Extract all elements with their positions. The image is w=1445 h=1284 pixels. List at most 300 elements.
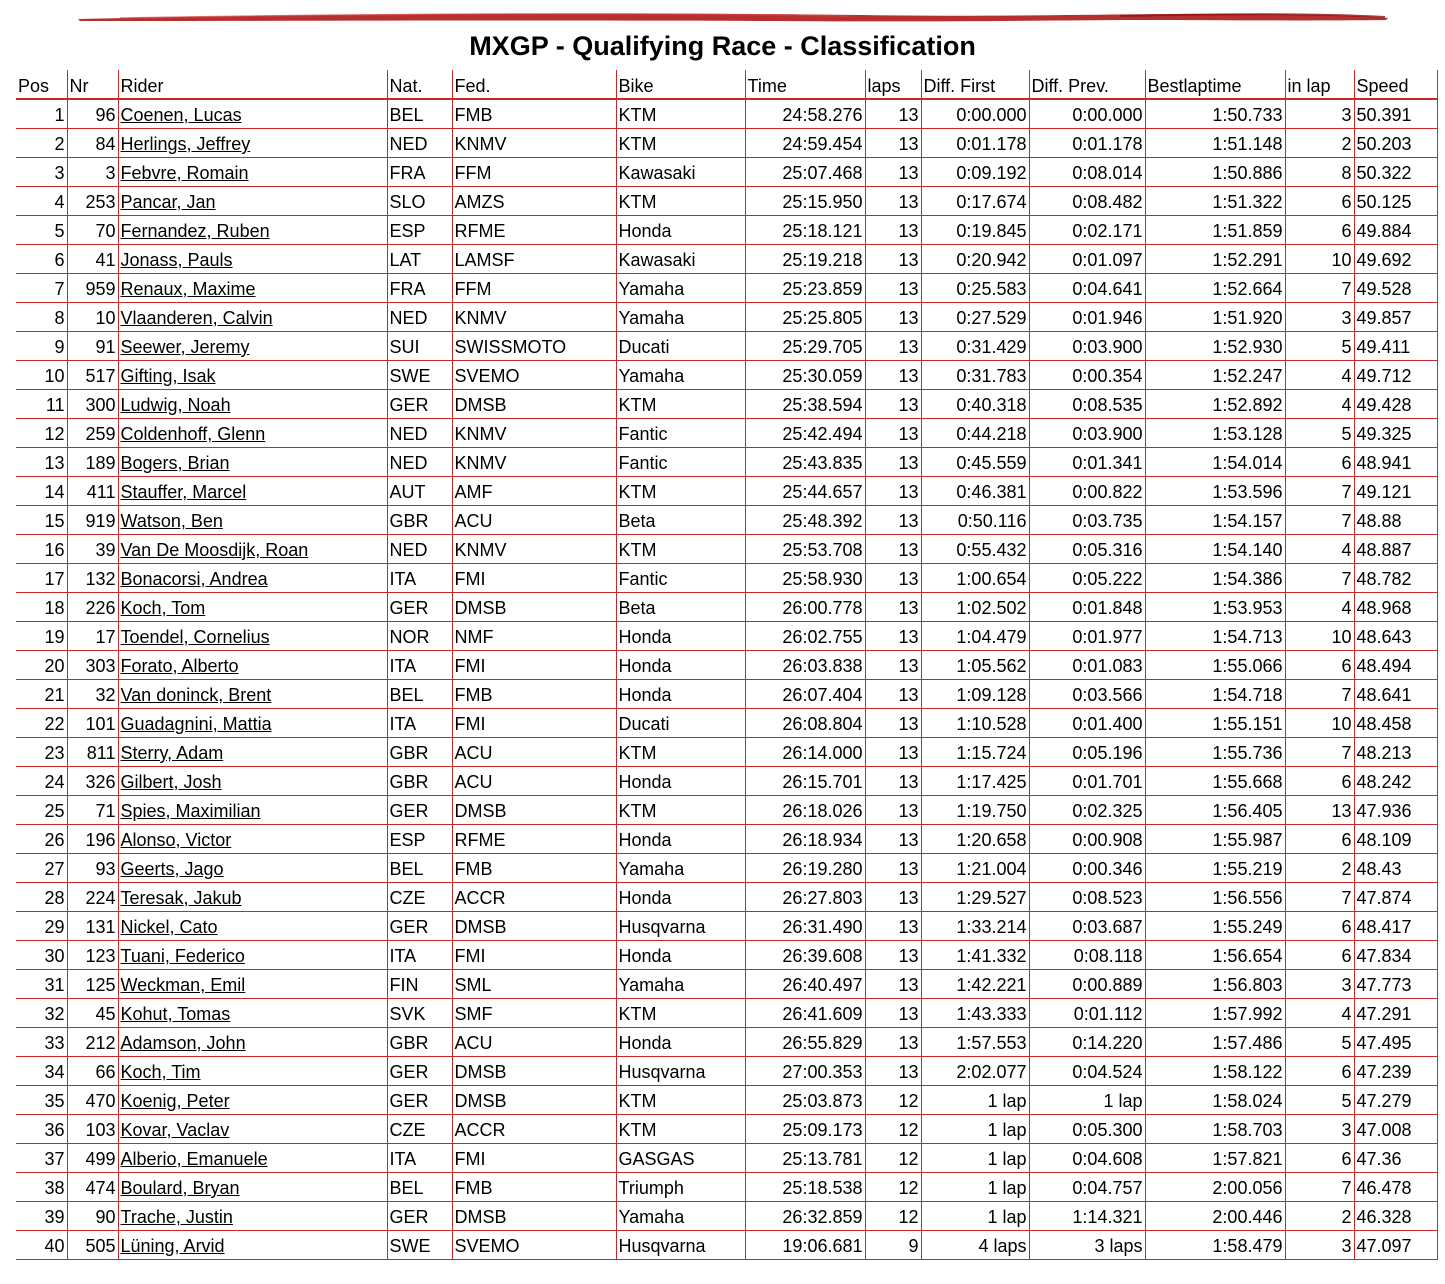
cell-rider (118, 970, 387, 999)
cell-diff-prev: 0:03.735 (1029, 506, 1145, 535)
cell-nat: AUT (387, 477, 452, 506)
rider-link[interactable]: Spies, Maximilian (120, 801, 261, 821)
table-row (16, 1173, 1437, 1202)
cell-rider (118, 245, 387, 274)
cell-nat: GER (387, 593, 452, 622)
cell-bestlaptime: 1:51.920 (1145, 303, 1285, 332)
cell-in-lap: 6 (1285, 767, 1354, 796)
cell-nat: GBR (387, 738, 452, 767)
cell-time: 25:29.705 (745, 332, 865, 361)
cell-speed: 48.458 (1354, 709, 1437, 738)
cell-diff-prev: 0:04.641 (1029, 274, 1145, 303)
cell-laps: 13 (865, 332, 921, 361)
cell-rider (118, 99, 387, 129)
table-row (16, 651, 1437, 680)
rider-link[interactable]: Teresak, Jakub (120, 888, 242, 908)
cell-bestlaptime: 1:54.713 (1145, 622, 1285, 651)
cell-pos: 32 (16, 999, 67, 1028)
cell-nr: 103 (67, 1115, 118, 1144)
cell-fed: NMF (452, 622, 616, 651)
cell-nat: NED (387, 448, 452, 477)
cell-laps: 13 (865, 99, 921, 129)
cell-time: 25:38.594 (745, 390, 865, 419)
cell-nr: 70 (67, 216, 118, 245)
cell-time: 26:07.404 (745, 680, 865, 709)
cell-nr: 259 (67, 419, 118, 448)
cell-laps: 12 (865, 1202, 921, 1231)
rider-link[interactable]: Kohut, Tomas (120, 1004, 231, 1024)
cell-bike: Yamaha (616, 1202, 745, 1231)
cell-pos: 12 (16, 419, 67, 448)
cell-speed: 47.291 (1354, 999, 1437, 1028)
cell-nr: 32 (67, 680, 118, 709)
cell-diff-prev: 0:05.196 (1029, 738, 1145, 767)
cell-nat: NED (387, 419, 452, 448)
cell-speed: 49.411 (1354, 332, 1437, 361)
cell-pos: 27 (16, 854, 67, 883)
cell-rider (118, 767, 387, 796)
cell-rider (118, 622, 387, 651)
cell-fed: DMSB (452, 390, 616, 419)
rider-link[interactable]: Stauffer, Marcel (120, 482, 247, 502)
cell-bestlaptime: 1:51.322 (1145, 187, 1285, 216)
cell-bike: Triumph (616, 1173, 745, 1202)
rider-link[interactable]: Gifting, Isak (120, 366, 216, 386)
cell-in-lap: 5 (1285, 1028, 1354, 1057)
rider-link[interactable]: Coenen, Lucas (120, 105, 242, 125)
cell-time: 25:15.950 (745, 187, 865, 216)
cell-bike: Ducati (616, 332, 745, 361)
rider-link[interactable]: Seewer, Jeremy (120, 337, 250, 357)
cell-laps: 13 (865, 129, 921, 158)
cell-bike: Husqvarna (616, 912, 745, 941)
rider-link[interactable]: Nickel, Cato (120, 917, 218, 937)
header-nat: Nat. (387, 70, 452, 99)
cell-speed: 49.428 (1354, 390, 1437, 419)
cell-bestlaptime: 1:54.718 (1145, 680, 1285, 709)
cell-diff-first: 0:44.218 (921, 419, 1029, 448)
cell-in-lap: 4 (1285, 390, 1354, 419)
cell-pos: 11 (16, 390, 67, 419)
cell-nr: 131 (67, 912, 118, 941)
cell-bike: Honda (616, 825, 745, 854)
header-diff-first: Diff. First (921, 70, 1029, 99)
cell-fed: FMB (452, 99, 616, 129)
rider-link[interactable]: Van De Moosdijk, Roan (120, 540, 309, 560)
cell-diff-first: 0:27.529 (921, 303, 1029, 332)
cell-diff-prev: 0:03.566 (1029, 680, 1145, 709)
cell-nat: ITA (387, 651, 452, 680)
rider-link[interactable]: Watson, Ben (120, 511, 223, 531)
cell-diff-prev: 0:01.178 (1029, 129, 1145, 158)
rider-link[interactable]: Febvre, Romain (120, 163, 249, 183)
cell-fed: KNMV (452, 448, 616, 477)
cell-bestlaptime: 1:50.733 (1145, 99, 1285, 129)
rider-link[interactable]: Adamson, John (120, 1033, 246, 1053)
table-row (16, 535, 1437, 564)
cell-diff-prev: 0:14.220 (1029, 1028, 1145, 1057)
cell-bike: KTM (616, 187, 745, 216)
cell-laps: 12 (865, 1144, 921, 1173)
cell-speed: 49.884 (1354, 216, 1437, 245)
cell-fed: DMSB (452, 912, 616, 941)
cell-pos: 15 (16, 506, 67, 535)
cell-diff-first: 1:21.004 (921, 854, 1029, 883)
cell-in-lap: 7 (1285, 883, 1354, 912)
cell-bike: Honda (616, 651, 745, 680)
cell-bestlaptime: 1:55.066 (1145, 651, 1285, 680)
cell-in-lap: 5 (1285, 1086, 1354, 1115)
cell-rider (118, 825, 387, 854)
cell-rider (118, 1173, 387, 1202)
cell-nr: 66 (67, 1057, 118, 1086)
cell-nat: GER (387, 912, 452, 941)
cell-laps: 13 (865, 767, 921, 796)
cell-diff-first: 0:50.116 (921, 506, 1029, 535)
cell-diff-prev: 0:03.900 (1029, 419, 1145, 448)
cell-fed: FMB (452, 1173, 616, 1202)
rider-link[interactable]: Renaux, Maxime (120, 279, 256, 299)
cell-bike: KTM (616, 390, 745, 419)
cell-fed: SVEMO (452, 1231, 616, 1260)
cell-rider (118, 680, 387, 709)
cell-rider (118, 477, 387, 506)
rider-link[interactable]: Tuani, Federico (120, 946, 245, 966)
table-row (16, 506, 1437, 535)
cell-laps: 13 (865, 274, 921, 303)
rider-link[interactable]: Lüning, Arvid (120, 1236, 225, 1256)
cell-bestlaptime: 1:58.479 (1145, 1231, 1285, 1260)
cell-nat: BEL (387, 1173, 452, 1202)
cell-rider (118, 796, 387, 825)
header-rider: Rider (118, 70, 387, 99)
cell-nat: LAT (387, 245, 452, 274)
cell-diff-prev: 0:08.118 (1029, 941, 1145, 970)
header-speed: Speed (1354, 70, 1437, 99)
cell-nr: 470 (67, 1086, 118, 1115)
cell-bike: Husqvarna (616, 1231, 745, 1260)
cell-nr: 93 (67, 854, 118, 883)
cell-diff-first: 1:41.332 (921, 941, 1029, 970)
cell-fed: FMI (452, 709, 616, 738)
cell-speed: 48.494 (1354, 651, 1437, 680)
cell-diff-prev: 0:04.757 (1029, 1173, 1145, 1202)
cell-diff-first: 1 lap (921, 1086, 1029, 1115)
cell-in-lap: 5 (1285, 332, 1354, 361)
cell-nr: 811 (67, 738, 118, 767)
cell-bestlaptime: 1:52.930 (1145, 332, 1285, 361)
cell-diff-first: 0:45.559 (921, 448, 1029, 477)
cell-speed: 50.391 (1354, 99, 1437, 129)
cell-rider (118, 1028, 387, 1057)
cell-rider (118, 535, 387, 564)
cell-diff-first: 0:01.178 (921, 129, 1029, 158)
cell-time: 24:58.276 (745, 99, 865, 129)
cell-time: 26:15.701 (745, 767, 865, 796)
cell-in-lap: 6 (1285, 825, 1354, 854)
cell-laps: 13 (865, 680, 921, 709)
cell-diff-prev: 0:05.316 (1029, 535, 1145, 564)
rider-link[interactable]: Pancar, Jan (120, 192, 216, 212)
table-row (16, 825, 1437, 854)
cell-bestlaptime: 2:00.056 (1145, 1173, 1285, 1202)
rider-link[interactable]: Guadagnini, Mattia (120, 714, 272, 734)
cell-speed: 49.857 (1354, 303, 1437, 332)
rider-link[interactable]: Sterry, Adam (120, 743, 224, 763)
cell-diff-prev: 0:00.000 (1029, 99, 1145, 129)
cell-bike: Ducati (616, 709, 745, 738)
cell-in-lap: 4 (1285, 999, 1354, 1028)
cell-in-lap: 7 (1285, 274, 1354, 303)
header-bike: Bike (616, 70, 745, 99)
cell-laps: 13 (865, 1028, 921, 1057)
cell-time: 26:55.829 (745, 1028, 865, 1057)
cell-diff-first: 1:02.502 (921, 593, 1029, 622)
rider-link[interactable]: Jonass, Pauls (120, 250, 233, 270)
cell-laps: 13 (865, 390, 921, 419)
table-row (16, 303, 1437, 332)
cell-nat: SUI (387, 332, 452, 361)
cell-bestlaptime: 1:55.219 (1145, 854, 1285, 883)
cell-laps: 13 (865, 448, 921, 477)
cell-fed: KNMV (452, 303, 616, 332)
cell-rider (118, 1086, 387, 1115)
cell-rider (118, 941, 387, 970)
cell-bestlaptime: 2:00.446 (1145, 1202, 1285, 1231)
cell-speed: 47.279 (1354, 1086, 1437, 1115)
cell-time: 26:18.934 (745, 825, 865, 854)
table-row (16, 477, 1437, 506)
table-row (16, 767, 1437, 796)
table-body (16, 99, 1437, 1260)
cell-in-lap: 7 (1285, 564, 1354, 593)
cell-nat: ESP (387, 825, 452, 854)
cell-pos: 22 (16, 709, 67, 738)
cell-diff-prev: 0:00.354 (1029, 361, 1145, 390)
cell-pos: 37 (16, 1144, 67, 1173)
cell-time: 26:18.026 (745, 796, 865, 825)
cell-time: 25:07.468 (745, 158, 865, 187)
cell-bike: Kawasaki (616, 245, 745, 274)
rider-link[interactable]: Koch, Tom (120, 598, 206, 618)
table-row (16, 1057, 1437, 1086)
rider-link[interactable]: Forato, Alberto (120, 656, 239, 676)
cell-speed: 46.478 (1354, 1173, 1437, 1202)
cell-nat: FRA (387, 158, 452, 187)
cell-fed: DMSB (452, 1086, 616, 1115)
cell-laps: 13 (865, 854, 921, 883)
rider-link[interactable]: Herlings, Jeffrey (120, 134, 251, 154)
cell-fed: DMSB (452, 1057, 616, 1086)
cell-nr: 132 (67, 564, 118, 593)
table-row (16, 1115, 1437, 1144)
cell-time: 26:31.490 (745, 912, 865, 941)
cell-speed: 47.008 (1354, 1115, 1437, 1144)
cell-bestlaptime: 1:58.024 (1145, 1086, 1285, 1115)
cell-nr: 10 (67, 303, 118, 332)
cell-fed: KNMV (452, 419, 616, 448)
rider-link[interactable]: Bonacorsi, Andrea (120, 569, 268, 589)
rider-link[interactable]: Coldenhoff, Glenn (120, 424, 266, 444)
cell-in-lap: 4 (1285, 361, 1354, 390)
cell-in-lap: 10 (1285, 622, 1354, 651)
cell-diff-prev: 1:14.321 (1029, 1202, 1145, 1231)
cell-fed: DMSB (452, 1202, 616, 1231)
cell-fed: FMB (452, 680, 616, 709)
cell-pos: 20 (16, 651, 67, 680)
cell-fed: ACU (452, 738, 616, 767)
table-row (16, 216, 1437, 245)
cell-diff-prev: 0:08.535 (1029, 390, 1145, 419)
cell-in-lap: 5 (1285, 419, 1354, 448)
cell-pos: 17 (16, 564, 67, 593)
cell-laps: 13 (865, 796, 921, 825)
rider-link[interactable]: Vlaanderen, Calvin (120, 308, 273, 328)
cell-bike: KTM (616, 738, 745, 767)
cell-bike: Kawasaki (616, 158, 745, 187)
rider-link[interactable]: Koenig, Peter (120, 1091, 230, 1111)
cell-bestlaptime: 1:52.247 (1145, 361, 1285, 390)
cell-nr: 300 (67, 390, 118, 419)
rider-link[interactable]: Weckman, Emil (120, 975, 246, 995)
cell-rider (118, 332, 387, 361)
rider-link[interactable]: Bogers, Brian (120, 453, 230, 473)
page-title: MXGP - Qualifying Race - Classification (469, 31, 976, 61)
cell-nat: NED (387, 129, 452, 158)
cell-in-lap: 7 (1285, 506, 1354, 535)
rider-link[interactable]: Alonso, Victor (120, 830, 232, 850)
header-diff-prev: Diff. Prev. (1029, 70, 1145, 99)
cell-bestlaptime: 1:52.664 (1145, 274, 1285, 303)
cell-speed: 49.692 (1354, 245, 1437, 274)
cell-diff-first: 1:29.527 (921, 883, 1029, 912)
cell-diff-first: 1 lap (921, 1173, 1029, 1202)
rider-link[interactable]: Fernandez, Ruben (120, 221, 270, 241)
rider-link[interactable]: Van doninck, Brent (120, 685, 272, 705)
cell-diff-first: 0:25.583 (921, 274, 1029, 303)
rider-link[interactable]: Toendel, Cornelius (120, 627, 270, 647)
cell-rider (118, 1202, 387, 1231)
rider-link[interactable]: Ludwig, Noah (120, 395, 231, 415)
cell-time: 25:53.708 (745, 535, 865, 564)
cell-bike: Fantic (616, 564, 745, 593)
cell-pos: 18 (16, 593, 67, 622)
cell-fed: SVEMO (452, 361, 616, 390)
cell-bike: Beta (616, 506, 745, 535)
cell-diff-first: 0:19.845 (921, 216, 1029, 245)
cell-pos: 5 (16, 216, 67, 245)
cell-pos: 38 (16, 1173, 67, 1202)
cell-bestlaptime: 1:53.596 (1145, 477, 1285, 506)
cell-rider (118, 738, 387, 767)
cell-diff-first: 0:31.429 (921, 332, 1029, 361)
cell-time: 27:00.353 (745, 1057, 865, 1086)
cell-diff-prev: 0:02.325 (1029, 796, 1145, 825)
cell-diff-first: 1:09.128 (921, 680, 1029, 709)
cell-diff-first: 1:19.750 (921, 796, 1029, 825)
cell-bestlaptime: 1:56.654 (1145, 941, 1285, 970)
table-row (16, 912, 1437, 941)
cell-diff-first: 1:43.333 (921, 999, 1029, 1028)
cell-pos: 1 (16, 99, 67, 129)
cell-laps: 13 (865, 738, 921, 767)
cell-time: 26:03.838 (745, 651, 865, 680)
cell-fed: ACCR (452, 1115, 616, 1144)
cell-bike: Fantic (616, 448, 745, 477)
cell-rider (118, 709, 387, 738)
header-laps: laps (865, 70, 921, 99)
cell-time: 26:02.755 (745, 622, 865, 651)
cell-bike: Husqvarna (616, 1057, 745, 1086)
table-row (16, 1028, 1437, 1057)
table-row (16, 941, 1437, 970)
cell-in-lap: 3 (1285, 1115, 1354, 1144)
cell-in-lap: 3 (1285, 1231, 1354, 1260)
cell-speed: 50.125 (1354, 187, 1437, 216)
cell-diff-first: 1:57.553 (921, 1028, 1029, 1057)
rider-link[interactable]: Gilbert, Josh (120, 772, 222, 792)
cell-fed: FMI (452, 651, 616, 680)
header-pos: Pos (16, 70, 67, 99)
cell-diff-prev: 0:01.083 (1029, 651, 1145, 680)
cell-diff-first: 1:17.425 (921, 767, 1029, 796)
cell-in-lap: 3 (1285, 970, 1354, 999)
cell-bestlaptime: 1:54.140 (1145, 535, 1285, 564)
cell-pos: 23 (16, 738, 67, 767)
table-row (16, 129, 1437, 158)
cell-nat: GER (387, 390, 452, 419)
cell-speed: 48.887 (1354, 535, 1437, 564)
cell-rider (118, 999, 387, 1028)
cell-in-lap: 6 (1285, 216, 1354, 245)
cell-speed: 48.941 (1354, 448, 1437, 477)
rider-link[interactable]: Trache, Justin (120, 1207, 233, 1227)
cell-speed: 48.641 (1354, 680, 1437, 709)
cell-nat: BEL (387, 680, 452, 709)
cell-fed: SWISSMOTO (452, 332, 616, 361)
cell-nr: 90 (67, 1202, 118, 1231)
cell-time: 25:58.930 (745, 564, 865, 593)
rider-link[interactable]: Koch, Tim (120, 1062, 201, 1082)
cell-speed: 48.88 (1354, 506, 1437, 535)
cell-bestlaptime: 1:56.803 (1145, 970, 1285, 999)
cell-bike: KTM (616, 1115, 745, 1144)
cell-bike: Yamaha (616, 303, 745, 332)
cell-bestlaptime: 1:50.886 (1145, 158, 1285, 187)
cell-fed: RFME (452, 825, 616, 854)
rider-link[interactable]: Alberio, Emanuele (120, 1149, 268, 1169)
cell-pos: 40 (16, 1231, 67, 1260)
cell-nr: 96 (67, 99, 118, 129)
table-row (16, 622, 1437, 651)
table-row (16, 564, 1437, 593)
rider-link[interactable]: Boulard, Bryan (120, 1178, 240, 1198)
cell-pos: 2 (16, 129, 67, 158)
header-in-lap: in lap (1285, 70, 1354, 99)
table-row (16, 796, 1437, 825)
cell-nr: 101 (67, 709, 118, 738)
rider-link[interactable]: Geerts, Jago (120, 859, 224, 879)
cell-bestlaptime: 1:58.703 (1145, 1115, 1285, 1144)
cell-diff-prev: 0:01.097 (1029, 245, 1145, 274)
cell-diff-prev: 0:01.848 (1029, 593, 1145, 622)
cell-nr: 189 (67, 448, 118, 477)
cell-time: 26:39.608 (745, 941, 865, 970)
cell-diff-prev: 0:01.341 (1029, 448, 1145, 477)
rider-link[interactable]: Kovar, Vaclav (120, 1120, 230, 1140)
cell-pos: 26 (16, 825, 67, 854)
cell-laps: 12 (865, 1115, 921, 1144)
